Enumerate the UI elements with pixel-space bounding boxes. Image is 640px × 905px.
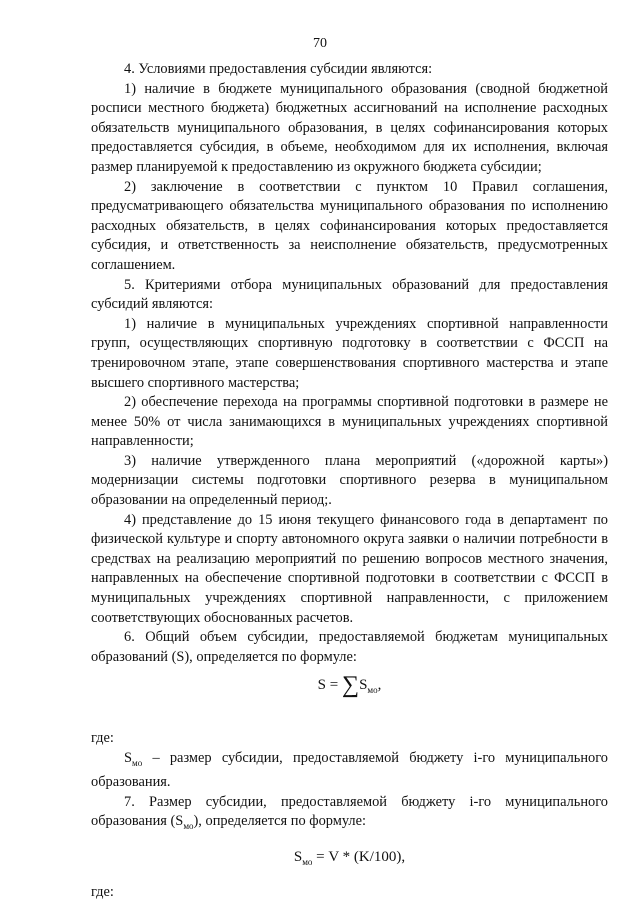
formula-2-var: S — [293, 848, 303, 865]
paragraph-7-subscript: мо — [183, 821, 194, 832]
formula-total-subsidy — [91, 672, 608, 701]
paragraph-7-text: 7. Размер субсидии, предоставляемой бюджету i-го муниципального образования (S — [91, 793, 608, 830]
definition-var: S — [124, 749, 133, 766]
formula-1-end: , — [377, 677, 382, 694]
paragraph-6: 6. Общий объем субсидии, предоставляемой бюджетам муниципальных образований (S), определяется по формуле: — [91, 629, 608, 665]
definition-s-mo — [91, 749, 608, 793]
formula-1-var: S — [359, 677, 368, 694]
definition-subscript: мо — [132, 757, 143, 768]
page-number: 70 — [313, 36, 327, 51]
paragraph-4-1: 1) наличие в бюджете муниципального образования (сводной бюджетной росписи местного бюджета) бюджетных ассигнований на исполнение расходных обязательств муниципального образования, в целях софинансирования которых предоставляется субсидия, в объеме, необходимом для их исполнения, включая размер планируемой к предоставлению из окружного бюджета субсидии; — [91, 80, 608, 175]
definition-text: – размер субсидии, предоставляемой бюджету i-го муниципального образования. — [91, 749, 608, 791]
paragraph-7 — [91, 793, 608, 837]
paragraph-5-1: 1) наличие в муниципальных учреждениях спортивной направленности групп, осуществляющих спортивную подготовку в соответствии с ФССП на тренировочном этапе, этапе совершенствования спортивного мастерства и этапе высшего спортивного мастерства; — [91, 315, 608, 391]
paragraph-7-end: ), определяется по формуле: — [193, 813, 366, 830]
paragraph-4: 4. Условиями предоставления субсидии являются: — [124, 61, 433, 77]
where-label-2: где: — [91, 884, 114, 901]
sum-symbol: ∑ — [341, 672, 360, 699]
document-body — [91, 60, 608, 903]
paragraph-5: 5. Критериями отбора муниципальных образований для предоставления субсидий являются: — [91, 276, 608, 313]
formula-municipal-subsidy — [91, 848, 608, 873]
formula-1-subscript: мо — [367, 685, 378, 696]
formula-1-left: S = — [317, 677, 342, 694]
formula-2-subscript: мо — [302, 856, 313, 867]
formula-2-rest: = V * (K/100), — [312, 848, 406, 865]
paragraph-5-4: 4) представление до 15 июня текущего финансового года в департамент по физической культуре и спорту автономного округа заявки о наличии потребности в средствах на реализацию мероприятий по решению вопросов местного значения, направленных на обеспечение спортивной подготовки в соответствии с ФССП в муниципальных учреждениях спортивной направленности, с приложением соответствующих обоснованных расчетов. — [91, 511, 608, 626]
paragraph-5-2: 2) обеспечение перехода на программы спортивной подготовки в размере не менее 50% от числа занимающихся в муниципальных учреждениях спортивной направленности; — [91, 394, 608, 450]
paragraph-5-3: 3) наличие утвержденного плана мероприятий («дорожной карты») модернизации системы подготовки спортивного резерва в муниципальном образовании на определенный период;. — [91, 452, 608, 509]
paragraph-4-2: 2) заключение в соответствии с пунктом 10 Правил соглашения, предусматривающего обязательства муниципального образования по исполнению расходных обязательств, в целях софинансирования которых предоставляется субсидия, и ответственность за неисполнение обязательств, предусмотренных соглашением. — [91, 178, 608, 273]
where-label-1: где: — [91, 730, 114, 746]
